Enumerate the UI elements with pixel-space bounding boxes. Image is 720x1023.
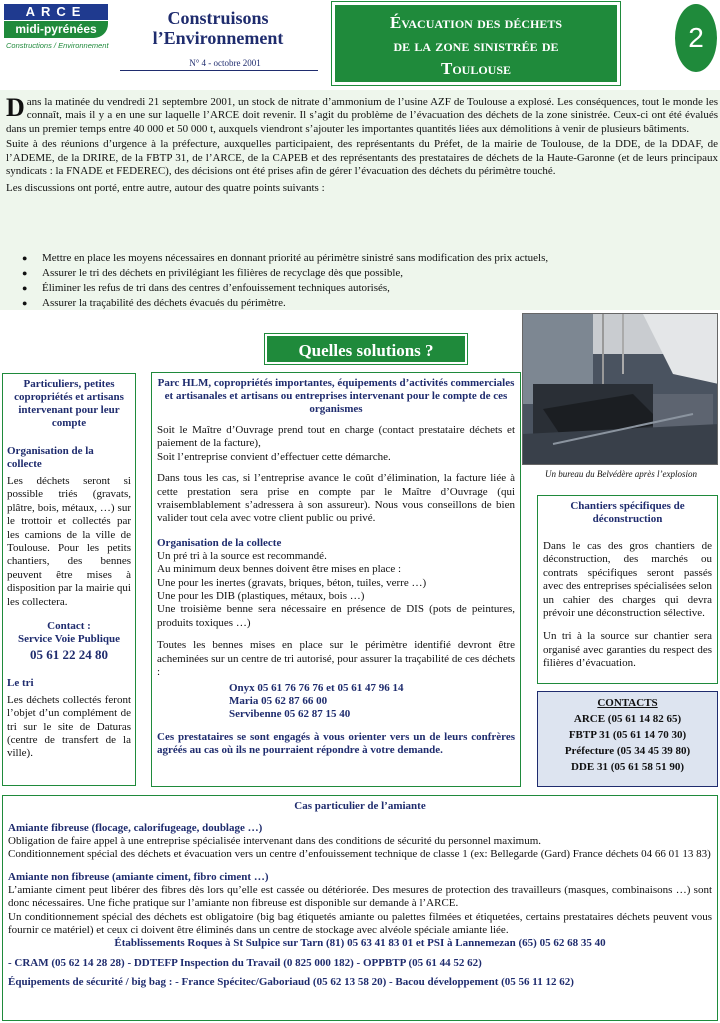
explosion-photo <box>522 313 718 465</box>
asbestos-text: L’amiante ciment peut libérer des fibres dès lors qu’elle est cassée ou détériorée. Des mesures de protection des travailleurs (masques, combinaisons …) sont donc nécessaires. Une fiche pratique sur l’amiante non fibreuse est disponible sur demande à l’ARCE. <box>8 883 712 910</box>
dropcap: D <box>6 93 25 122</box>
org-line: Une troisième benne sera nécessaire en présence de DIS (pots de peintures, produits toxiques …) <box>157 603 515 629</box>
asbestos-text: Un conditionnement spécial des déchets est obligatoire (big bag étiquetés amiante ou palettes filmées et étiquetées, certains prestataires déchets peuvent vous fournir ce matériel) et ceux ci doivent être éliminés dans un centre de stockage avec alvéole spéciale amiante liée. <box>8 910 712 937</box>
banner-line3: Toulouse <box>440 59 512 78</box>
issue-number: N° 4 - octobre 2001 <box>189 58 261 68</box>
title-divider <box>120 70 318 71</box>
article-banner <box>332 2 620 85</box>
deconstruction-box <box>537 495 718 684</box>
arce-logo <box>4 4 112 62</box>
banner-line2: de la zone sinistrée de <box>393 36 559 55</box>
safety-equipment: Équipements de sécurité / big bag : - France Spécitec/Gaboriaud (05 62 13 58 20) - Bacou développement (05 56 11 12 62) <box>8 976 574 989</box>
intro-p1-text: ans la matinée du vendredi 21 septembre 2001, un stock de nitrate d’ammonium de l’usine AZF de Toulouse a explosé. Les conséquences, tout le monde les connaît, mais il y a en une sur laquelle l’ARCE doit revenir. Il s’agit du problème de l’évacuation des déchets de la zone sinistrée. Ceux-ci ont été évalués dans un premier temps entre 40 000 et 50 000 t, auxquels viendront s’ajouter les importantes quantités liées aux démolitions à venir de plusieurs bâtiments. <box>6 96 718 135</box>
list-item: ● Mettre en place les moyens nécessaires en donnant priorité au périmètre sinistré sans modification des prix actuels, <box>22 251 712 266</box>
section-title: Organisation de la collecte <box>7 445 94 470</box>
section-text: Les déchets collectés feront l’objet d’un complément de tri sur le site de Daturas (centre de transfert de la ville). <box>7 693 131 760</box>
provider-line: Maria 05 62 87 66 00 <box>229 694 328 707</box>
logo-arce: ARCE <box>4 4 108 20</box>
list-item: ● Assurer le tri des déchets en privilégiant les filières de recyclage dès que possible, <box>22 266 712 281</box>
asbestos-organisms: - CRAM (05 62 14 28 28) - DDTEFP Inspection du Travail (0 825 000 182) - OPPBTP (05 61 44 52 62) <box>8 956 482 969</box>
logo-region: midi-pyrénées <box>4 21 108 38</box>
provider-list <box>157 682 515 722</box>
asbestos-box <box>2 795 718 1021</box>
section-title: Amiante fibreuse (flocage, calorifugeage, doublage …) <box>8 822 263 834</box>
contact-label: Contact : <box>47 620 91 633</box>
intro-text <box>6 93 718 198</box>
mid-paragraph: Soit le Maître d’Ouvrage prend tout en charge (contact prestataire déchets et paiement de la facture), <box>157 424 515 450</box>
banner-line1: Évacuation des déchets <box>389 13 563 32</box>
mid-paragraph: Soit l’entreprise convient d’effectuer cette démarche. <box>157 450 391 463</box>
photo-caption: Un bureau du Belvédère après l’explosion <box>544 469 698 479</box>
box-title: Cas particulier de l’amiante <box>294 800 426 812</box>
org-line: Un pré tri à la source est recommandé. <box>157 549 327 562</box>
mid-paragraph: Toutes les bennes mises en place sur le périmètre identifié devront être acheminées sur un centre de tri autorisé, pour assurer la traçabilité de ces déchets : <box>157 639 515 679</box>
right-paragraph: Un tri à la source sur chantier sera organisé avec garanties du respect des filières d’évacuation. <box>543 630 712 670</box>
mid-paragraph: Dans tous les cas, si l’entreprise avance le coût d’élimination, la facture liée à cette prestation sera prise en compte par le Maître d’Ouvrage (qui vraisemblablement s’adressera à son assureur). Nous vous conseillons de bien valider tout cela avec votre client public ou privé. <box>157 472 515 525</box>
photo-illustration <box>523 314 718 465</box>
intro-points <box>22 251 712 311</box>
hlm-box <box>151 372 521 787</box>
intro-paragraph-2: Suite à des réunions d’urgence à la préfecture, auxquelles participaient, des représentants du Préfet, de la mairie de Toulouse, de la DDE, de la DDAF, de l’ADEME, de la DRIRE, de la FBTP 31, de l’ARCE, de la CAPEB et des représentants des prestataires de déchets de la Haute-Garonne (et de leurs principaux syndicats : la FNADE et FEDEREC), des décisions ont été prises afin de gérer l’évacuation des déchets du périmètre touché. <box>6 138 718 178</box>
newsletter-title <box>118 8 318 48</box>
asbestos-text: Obligation de faire appel à une entreprise spécialisée intervenant dans des conditions de sécurité du personnel maximum. <box>8 835 542 847</box>
asbestos-establishments: Établissements Roques à St Sulpice sur Tarn (81) 05 63 41 83 01 et PSI à Lannemezan (65) 05 62 68 35 40 <box>114 937 606 950</box>
contacts-title: CONTACTS <box>597 697 658 709</box>
title-line2: l’Environnement <box>152 28 284 48</box>
intro-paragraph-1 <box>6 93 718 136</box>
contact-name: Service Voie Publique <box>17 633 121 646</box>
list-item: ● Éliminer les refus de tri dans des centres d’enfouissement techniques autorisés, <box>22 281 712 296</box>
contact-line: ARCE (05 61 14 82 65) <box>573 713 682 725</box>
provider-line: Onyx 05 61 76 76 76 et 05 61 47 96 14 <box>229 681 404 694</box>
contact-line: DDE 31 (05 61 58 51 90) <box>570 761 685 773</box>
org-line: Une pour les inertes (gravats, briques, béton, tuiles, verre …) <box>157 576 427 589</box>
contact-line: FBTP 31 (05 61 14 70 30) <box>568 729 687 741</box>
box-title: Particuliers, petites copropriétés et artisans intervenant pour leur compte <box>14 378 124 429</box>
section-title: Organisation de la collecte <box>157 536 282 549</box>
contact-phone: 05 61 22 24 80 <box>30 646 108 662</box>
contacts-box <box>537 691 718 787</box>
logo-tagline: Constructions / Environnement <box>6 41 109 50</box>
list-item: ● Assurer la traçabilité des déchets évacués du périmètre. <box>22 296 712 311</box>
solutions-heading: Quelles solutions ? <box>265 334 467 364</box>
section-text: Les déchets seront si possible triés (gravats, plâtre, bois, métaux, …) sur le trottoir et collectés par les camions de la ville de Toulouse. Pour les petits chantiers, des bennes peuvent être mises à disposition par la mairie qui les collectera. <box>7 475 131 608</box>
contact-line: Préfecture (05 34 45 39 80) <box>564 745 691 757</box>
box-title: Chantiers spécifiques de déconstruction <box>570 500 685 525</box>
individuals-box <box>2 373 136 786</box>
provider-line: Servibenne 05 62 87 15 40 <box>229 708 351 721</box>
asbestos-text: Conditionnement spécial des déchets et évacuation vers un centre d’enfouissement technique de classe 1 (ex: Bellegarde (Gard) France déchets 04 66 01 13 83) <box>8 848 711 861</box>
org-line: Une pour les DIB (plastiques, métaux, bois …) <box>157 590 365 603</box>
section-title: Amiante non fibreuse (amiante ciment, fibro ciment …) <box>8 870 269 883</box>
org-line: Au minimum deux bennes doivent être mises en place : <box>157 563 402 576</box>
intro-paragraph-3: Les discussions ont porté, entre autre, autour des quatre points suivants : <box>6 182 325 195</box>
page-number: 2 <box>675 4 717 72</box>
box-title: Parc HLM, copropriétés importantes, équipements d’activités commerciales et artisanales et artisans ou entreprises intervenant pour le compte de ces organismes <box>157 377 515 415</box>
provider-note: Ces prestataires se sont engagés à vous orienter vers un de leurs confrères agréés au cas où ils ne pourraient répondre à votre demande. <box>157 730 515 757</box>
right-paragraph: Dans le cas des gros chantiers de déconstruction, des marchés ou contrats spécifiques seront passés avec des entreprises spécialisées selon un cahier des charges qui devra prévoir une déconstruction sélective. <box>543 540 712 620</box>
title-line1: Construisons <box>167 8 269 28</box>
section-title: Le tri <box>7 676 34 689</box>
